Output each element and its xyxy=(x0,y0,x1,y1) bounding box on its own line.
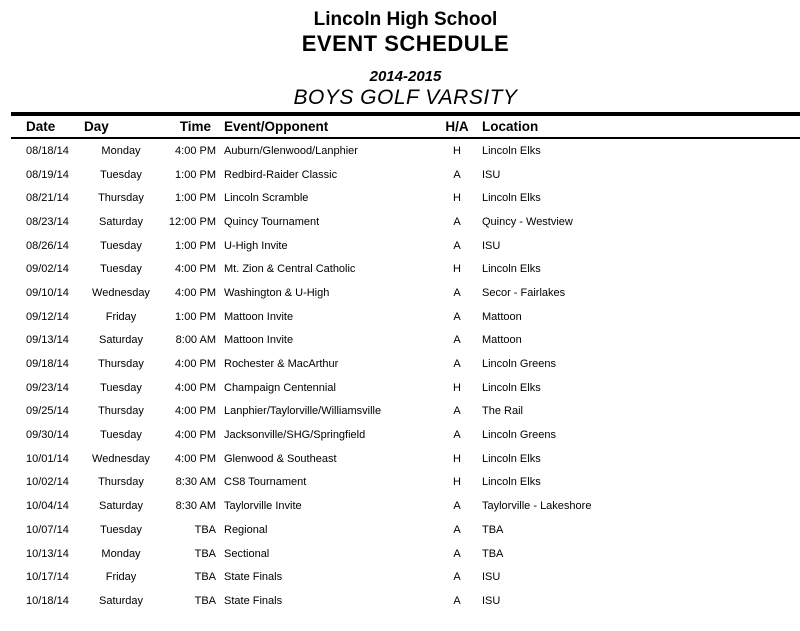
time-cell: TBA xyxy=(194,547,216,560)
location-cell: The Rail xyxy=(482,405,523,418)
day-cell: Saturday xyxy=(98,594,144,607)
time-cell: TBA xyxy=(194,571,216,584)
time-cell: 4:00 PM xyxy=(175,452,216,465)
time-cell: 8:30 AM xyxy=(175,500,216,513)
table-header-row xyxy=(11,116,800,137)
time-cell: 1:00 PM xyxy=(175,192,216,205)
location-cell: Lincoln Elks xyxy=(482,381,541,394)
ha-cell: A xyxy=(453,500,461,513)
table-row xyxy=(11,494,800,518)
season-label: 2014-2015 xyxy=(369,68,442,85)
location-cell: ISU xyxy=(482,168,501,181)
location-cell: Lincoln Elks xyxy=(482,144,541,157)
event-cell: Washington & U-High xyxy=(224,286,330,299)
date-cell: 09/25/14 xyxy=(26,405,69,418)
location-cell: TBA xyxy=(482,547,504,560)
ha-cell: A xyxy=(453,358,461,371)
col-header-date: Date xyxy=(26,119,56,134)
time-cell: TBA xyxy=(194,594,216,607)
ha-cell: A xyxy=(453,547,461,560)
location-cell: Quincy - Westview xyxy=(482,215,573,228)
col-header-event: Event/Opponent xyxy=(224,119,329,134)
time-cell: 1:00 PM xyxy=(175,239,216,252)
date-cell: 09/12/14 xyxy=(26,310,69,323)
event-cell: Jacksonville/SHG/Springfield xyxy=(224,429,366,442)
event-cell: Lincoln Scramble xyxy=(224,192,309,205)
time-cell: 1:00 PM xyxy=(175,310,216,323)
time-cell: 4:00 PM xyxy=(175,286,216,299)
location-cell: ISU xyxy=(482,239,501,252)
table-row xyxy=(11,352,800,376)
date-cell: 09/18/14 xyxy=(26,358,69,371)
ha-cell: H xyxy=(453,452,461,465)
day-cell: Saturday xyxy=(98,215,144,228)
day-cell: Tuesday xyxy=(100,523,142,536)
table-row xyxy=(11,542,800,566)
time-cell: 4:00 PM xyxy=(175,263,216,276)
event-cell: Regional xyxy=(224,523,268,536)
ha-cell: H xyxy=(453,381,461,394)
ha-cell: A xyxy=(453,334,461,347)
ha-cell: A xyxy=(453,239,461,252)
location-cell: Lincoln Greens xyxy=(482,358,556,371)
location-cell: Lincoln Elks xyxy=(482,452,541,465)
day-cell: Thursday xyxy=(98,405,144,418)
date-cell: 10/17/14 xyxy=(26,571,69,584)
date-cell: 10/18/14 xyxy=(26,594,69,607)
location-cell: Lincoln Elks xyxy=(482,192,541,205)
day-cell: Tuesday xyxy=(100,168,142,181)
col-header-day: Day xyxy=(84,119,109,134)
table-row xyxy=(11,518,800,542)
ha-cell: A xyxy=(453,523,461,536)
date-cell: 10/01/14 xyxy=(26,452,69,465)
event-cell: Redbird-Raider Classic xyxy=(224,168,338,181)
table-row xyxy=(11,471,800,495)
table-row xyxy=(11,234,800,258)
day-cell: Thursday xyxy=(98,476,144,489)
table-row xyxy=(11,400,800,424)
event-cell: Mt. Zion & Central Catholic xyxy=(224,263,356,276)
schedule-document xyxy=(11,0,800,613)
location-cell: Taylorville - Lakeshore xyxy=(482,500,592,513)
schedule-table-body xyxy=(11,139,800,613)
table-row xyxy=(11,376,800,400)
location-cell: Lincoln Elks xyxy=(482,476,541,489)
time-cell: 8:00 AM xyxy=(175,334,216,347)
col-header-location: Location xyxy=(482,119,539,134)
event-cell: State Finals xyxy=(224,571,283,584)
ha-cell: H xyxy=(453,263,461,276)
ha-cell: A xyxy=(453,310,461,323)
day-cell: Thursday xyxy=(98,358,144,371)
location-cell: Mattoon xyxy=(482,334,522,347)
event-cell: Auburn/Glenwood/Lanphier xyxy=(224,144,358,157)
time-cell: 1:00 PM xyxy=(175,168,216,181)
location-cell: ISU xyxy=(482,594,501,607)
ha-cell: H xyxy=(453,192,461,205)
table-row xyxy=(11,163,800,187)
ha-cell: A xyxy=(453,405,461,418)
location-cell: Mattoon xyxy=(482,310,522,323)
table-row xyxy=(11,186,800,210)
date-cell: 09/13/14 xyxy=(26,334,69,347)
event-cell: Taylorville Invite xyxy=(224,500,302,513)
event-cell: CS8 Tournament xyxy=(224,476,307,489)
event-cell: Rochester & MacArthur xyxy=(224,358,339,371)
team-label: BOYS GOLF VARSITY xyxy=(293,86,518,109)
event-cell: Mattoon Invite xyxy=(224,334,294,347)
day-cell: Tuesday xyxy=(100,239,142,252)
table-row xyxy=(11,210,800,234)
time-cell: 8:30 AM xyxy=(175,476,216,489)
date-cell: 10/07/14 xyxy=(26,523,69,536)
table-row xyxy=(11,589,800,613)
ha-cell: A xyxy=(453,168,461,181)
table-row xyxy=(11,257,800,281)
table-row xyxy=(11,281,800,305)
time-cell: TBA xyxy=(194,523,216,536)
time-cell: 4:00 PM xyxy=(175,429,216,442)
location-cell: Secor - Fairlakes xyxy=(482,286,566,299)
event-cell: Lanphier/Taylorville/Williamsville xyxy=(224,405,382,418)
date-cell: 10/02/14 xyxy=(26,476,69,489)
day-cell: Monday xyxy=(101,547,141,560)
ha-cell: H xyxy=(453,144,461,157)
date-cell: 08/26/14 xyxy=(26,239,69,252)
time-cell: 4:00 PM xyxy=(175,405,216,418)
location-cell: ISU xyxy=(482,571,501,584)
date-cell: 08/18/14 xyxy=(26,144,69,157)
date-cell: 08/19/14 xyxy=(26,168,69,181)
title-block xyxy=(11,0,800,110)
table-row xyxy=(11,423,800,447)
day-cell: Thursday xyxy=(98,192,144,205)
ha-cell: A xyxy=(453,571,461,584)
date-cell: 10/04/14 xyxy=(26,500,69,513)
date-cell: 08/23/14 xyxy=(26,215,69,228)
ha-cell: A xyxy=(453,215,461,228)
col-header-ha: H/A xyxy=(445,119,469,134)
school-name: Lincoln High School xyxy=(313,9,498,30)
ha-cell: A xyxy=(453,429,461,442)
date-cell: 09/23/14 xyxy=(26,381,69,394)
event-cell: Glenwood & Southeast xyxy=(224,452,337,465)
date-cell: 08/21/14 xyxy=(26,192,69,205)
table-row xyxy=(11,565,800,589)
day-cell: Friday xyxy=(105,310,137,323)
event-cell: U-High Invite xyxy=(224,239,288,252)
location-cell: Lincoln Greens xyxy=(482,429,556,442)
event-cell: Sectional xyxy=(224,547,270,560)
day-cell: Saturday xyxy=(98,500,144,513)
day-cell: Friday xyxy=(105,571,137,584)
time-cell: 4:00 PM xyxy=(175,381,216,394)
ha-cell: H xyxy=(453,476,461,489)
time-cell: 4:00 PM xyxy=(175,144,216,157)
day-cell: Tuesday xyxy=(100,381,142,394)
event-cell: State Finals xyxy=(224,594,283,607)
ha-cell: A xyxy=(453,286,461,299)
time-cell: 4:00 PM xyxy=(175,358,216,371)
time-cell: 12:00 PM xyxy=(168,215,216,228)
table-row xyxy=(11,305,800,329)
date-cell: 09/02/14 xyxy=(26,263,69,276)
ha-cell: A xyxy=(453,594,461,607)
event-cell: Quincy Tournament xyxy=(224,215,320,228)
location-cell: Lincoln Elks xyxy=(482,263,541,276)
event-cell: Mattoon Invite xyxy=(224,310,294,323)
day-cell: Saturday xyxy=(98,334,144,347)
table-row xyxy=(11,139,800,163)
event-cell: Champaign Centennial xyxy=(224,381,336,394)
date-cell: 10/13/14 xyxy=(26,547,69,560)
day-cell: Wednesday xyxy=(92,452,150,465)
document-title: EVENT SCHEDULE xyxy=(301,31,510,56)
day-cell: Wednesday xyxy=(92,286,150,299)
table-row xyxy=(11,329,800,353)
date-cell: 09/10/14 xyxy=(26,286,69,299)
table-row xyxy=(11,447,800,471)
day-cell: Tuesday xyxy=(100,263,142,276)
col-header-time: Time xyxy=(179,119,211,134)
day-cell: Monday xyxy=(101,144,141,157)
location-cell: TBA xyxy=(482,523,504,536)
day-cell: Tuesday xyxy=(100,429,142,442)
date-cell: 09/30/14 xyxy=(26,429,69,442)
